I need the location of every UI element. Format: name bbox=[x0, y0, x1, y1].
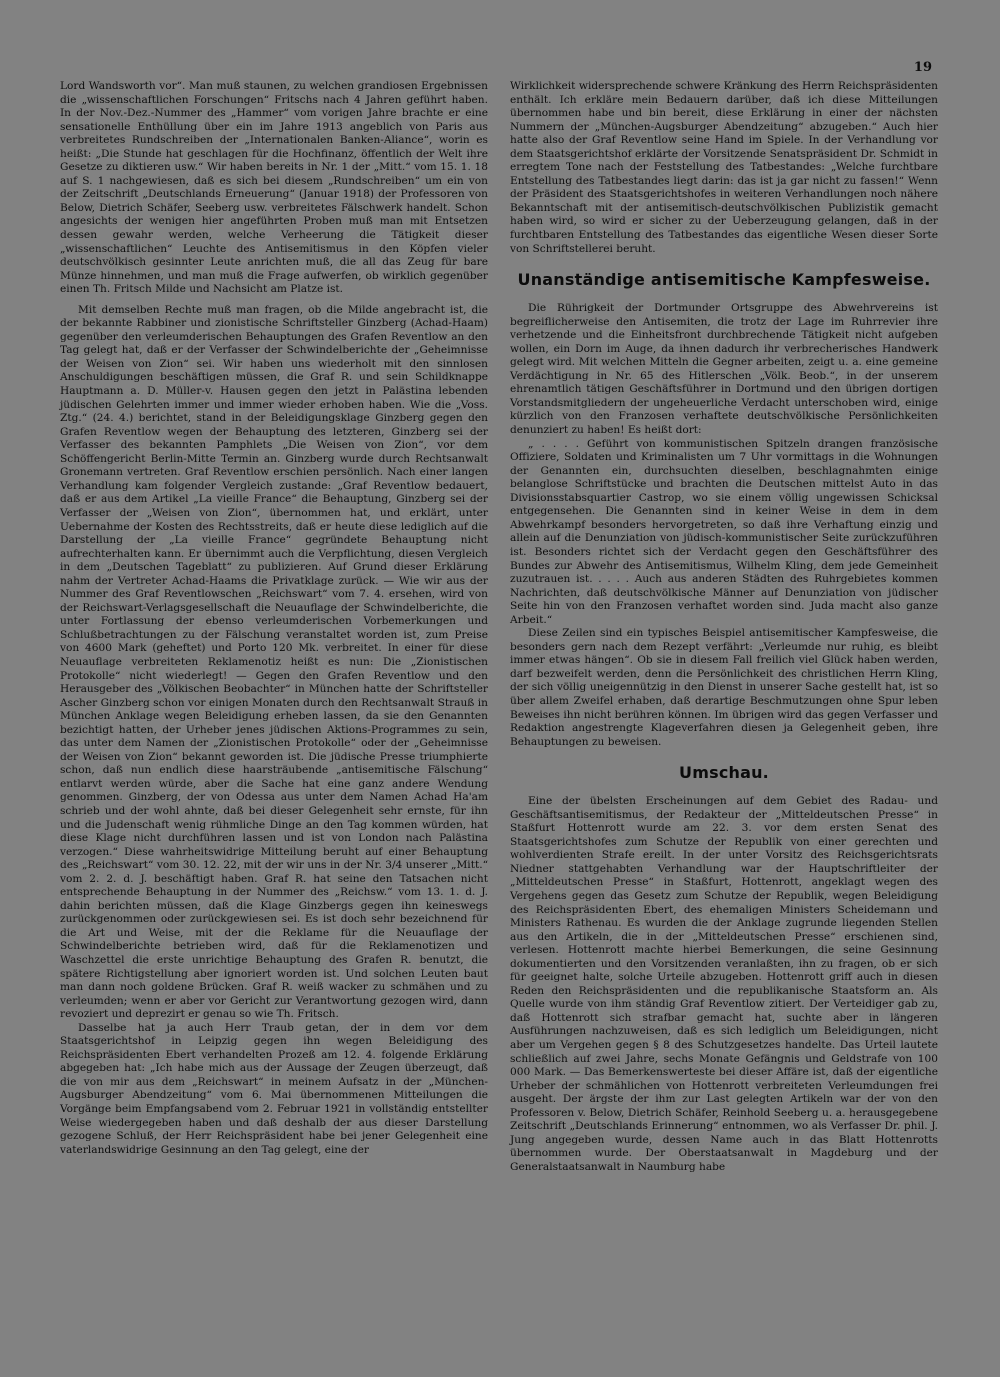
right-column bbox=[510, 80, 938, 1174]
left-column bbox=[60, 80, 488, 1157]
page-number: 19 bbox=[913, 60, 932, 75]
section-heading: Umschau. bbox=[679, 763, 769, 783]
article-paragraph: Dasselbe hat ja auch Herr Traub getan, der in dem vor dem Staatsgerichtshof in Leipzig gegen ihn wegen Beleidigung des Reichspräsidenten Ebert verhandelten Prozeß am 12. 4. folgende Erklärung abgegeben hat: „Ich habe mich aus der Aussage der Zeugen überzeugt, daß die von mir aus dem „Reichswart“ in meinem Aufsatz in der „München-Augsburger Abendzeitung“ vom 6. Mai übernommenen Mitteilungen die Vorgänge beim Empfangsabend vom 2. Februar 1921 in vollständig entstellter Weise wiedergegeben haben und daß deshalb der aus dieser Darstellung gezogene Schluß, der Herr Reichspräsident habe bei jener Gelegenheit eine vaterlandswidrige Gesinnung an den Tag gelegt, eine der bbox=[60, 1021, 488, 1156]
quoted-paragraph: „ . . . . Geführt von kommunistischen Spitzeln drangen französische Offiziere, Soldaten und Kriminalisten um 7 Uhr vormittags in die Wohnungen der Genannten ein, durchsuchten dieselben, beschlagnahmten einige belanglose Schriftstücke und brachten die Deutschen mittelst Auto in das Divisionsstabsquartier Castrop, wo sie einem völlig ungewissen Schicksal entgegensehen. Die Genannten sind in keiner Weise in dem in dem Abwehrkampf besonders hervorgetreten, so daß ihre Verhaftung einzig und allein auf die Denunziation von jüdisch-kommunistischer Seite zurückzuführen ist. Besonders richtet sich der Verdacht gegen den Geschäftsführer des Bundes zur Abwehr des Antisemitismus, Wilhelm Kling, dem jede Gemeinheit zuzutrauen ist. . . . . Auch aus anderen Städten des Ruhrgebietes kommen Nachrichten, daß deutschvölkische Männer auf Denunziation von jüdischer Seite hin von den Franzosen verhaftet worden sind. Juda macht also ganze Arbeit.“ bbox=[510, 437, 938, 626]
article-paragraph: Die Rührigkeit der Dortmunder Ortsgruppe des Abwehrvereins ist begreiflicherweise den Antisemiten, die trotz der Lage im Ruhrrevier ihre verhetzende und die Einheitsfront durchbrechende Tätigkeit nicht aufgeben wollen, ein Dorn im Auge, da ihnen dadurch ihr verbrecherisches Handwerk gelegt wird. Mit welchen Mitteln die Gegner arbeiten, zeigt u. a. eine gemeine Verdächtigung in Nr. 65 des Hitlerschen „Völk. Beob.“, in der unserem ehrenamtlich tätigen Geschäftsführer in Dortmund und den übrigen dortigen Vorstandsmitgliedern der ungeheuerliche Verdacht unterschoben wird, einige kürzlich von den Franzosen verhaftete deutschvölkische Persönlichkeiten denunziert zu haben! Es heißt dort: bbox=[510, 302, 938, 437]
article-paragraph: Lord Wandsworth vor“. Man muß staunen, zu welchen grandiosen Ergebnissen die „wissenschaftlichen Forschungen“ Fritschs nach 4 Jahren geführt haben. In der Nov.-Dez.-Nummer des „Hammer“ vom vorigen Jahre brachte er eine sensationelle Enthüllung über ein im Jahre 1913 angeblich von Paris aus verbreitetes Rundschreiben der „Internationalen Banken-Aliance“, worin es heißt: „Die Stunde hat geschlagen für die Hochfinanz, öffentlich der Welt ihre Gesetze zu diktieren usw.“ Wir haben bereits in Nr. 1 der „Mitt.“ vom 15. 1. 18 auf S. 1 nachgewiesen, daß es sich bei diesem „Rundschreiben“ um ein von der Zeitschrift „Deutschlands Erneuerung“ (Januar 1918) der Professoren von Below, Dietrich Schäfer, Seeberg usw. verbreitetes Fälschwerk handelt. Schon angesichts der wenigen hier angeführten Proben muß man mit Entsetzen dessen gewahr werden, welche Verheerung die Tätigkeit dieser „wissenschaftlichen“ Leuchte des Antisemitismus in den Köpfen vieler deutschvölkisch gesinnter Leute anrichten muß, die all das Zeug für bare Münze hinnehmen, und man muß die Frage aufwerfen, ob wirklich gegenüber einen Th. Fritsch Milde und Nachsicht am Platze ist. bbox=[60, 80, 488, 296]
article-paragraph: Wirklichkeit widersprechende schwere Kränkung des Herrn Reichspräsidenten enthält. Ich erkläre mein Bedauern darüber, daß ich diese Mitteilungen übernommen habe und bin bereit, diese Erklärung in einer der nächsten Nummern der „München-Augsburger Abendzeitung“ abzugeben.“ Auch hier hatte also der Graf Reventlow seine Hand im Spiele. In der Verhandlung vor dem Staatsgerichtshof erklärte der Vorsitzende Senatspräsident Dr. Schmidt in erregtem Tone nach der Feststellung des Tatbestandes: „Welche furchtbare Entstellung des Tatbestandes liegt darin: das ist ja gar nicht zu fassen!“ Wenn der Präsident des Staatsgerichtshofes in weiteren Verhandlungen noch nähere Bekanntschaft mit der antisemitisch-deutschvölkischen Publizistik gemacht haben wird, so wird er sicher zu der Ueberzeugung gelangen, daß in der furchtbaren Entstellung des Tatbestandes das eigentliche Wesen dieser Sorte von Schriftstellerei beruht. bbox=[510, 80, 938, 255]
article-paragraph: Eine der übelsten Erscheinungen auf dem Gebiet des Radau- und Geschäftsantisemitismus, der Redakteur der „Mitteldeutschen Presse“ in Staßfurt Hottenrott wurde am 22. 3. vor dem ersten Senat des Staatsgerichtshofes zum Schutze der Republik von einer gerechten und wohlverdienten Strafe ereilt. In der unter Vorsitz des Reichsgerichtsrats Niedner stattgehabten Verhandlung war der Hauptschriftleiter der „Mitteldeutschen Presse“ in Staßfurt, Hottenrott, angeklagt wegen des Vergehens gegen das Gesetz zum Schutze der Republik, wegen Beleidigung des Reichspräsidenten Ebert, des ehemaligen Ministers Scheidemann und Ministers Rathenau. Es wurden die der Anklage zugrunde liegenden Stellen aus den Artikeln, die in der „Mitteldeutschen Presse“ erschienen sind, verlesen. Hottenrott machte hierbei Bemerkungen, die seine Gesinnung dokumentierten und den Vorsitzenden veranlaßten, ihn zu fragen, ob er sich für geeignet halte, solche Urteile abzugeben. Hottenrott griff auch in diesen Reden den Reichspräsidenten und die republikanische Staatsform an. Als Quelle wurde von ihm ständig Graf Reventlow zitiert. Der Verteidiger gab zu, daß Hottenrott sich strafbar gemacht hat, suchte aber in längeren Ausführungen nachzuweisen, daß es sich lediglich um Beleidigungen, nicht aber um Vergehen gegen § 8 des Schutzgesetzes handelte. Das Urteil lautete schließlich auf zwei Jahre, sechs Monate Gefängnis und Geldstrafe von 100 000 Mark. — Das Bemerkenswerteste bei dieser Affäre ist, daß der eigentliche Urheber der schmählichen von Hottenrott verbreiteten Verleumdungen frei ausgeht. Der ärgste der ihm zur Last gelegten Artikeln war der von den Professoren v. Below, Dietrich Schäfer, Reinhold Seeberg u. a. herausgegebene Zeitschrift „Deutschlands Erinnerung“ entnommen, wo als Verfasser Dr. phil. J. Jung angegeben wurde, dessen Name auch in das Blatt Hottenrotts übernommen wurde. Der Oberstaatsanwalt in Magdeburg und der Generalstaatsanwalt in Naumburg habe bbox=[510, 795, 938, 1173]
section-heading: Unanständige antisemitische Kampfesweise. bbox=[517, 270, 931, 290]
article-paragraph: Mit demselben Rechte muß man fragen, ob die Milde angebracht ist, die der bekannte Rabbiner und zionistische Schriftsteller Ginzberg (Achad-Haam) gegenüber den verleumderischen Behauptungen des Grafen Reventlow an den Tag gelegt hat, daß er der Verfasser der Schwindelberichte der „Geheimnisse der Weisen von Zion“ sei. Wir haben uns wiederholt mit den sinnlosen Anschuldigungen beschäftigen müssen, die Graf R. und sein Schildknappe Hauptmann a. D. Müller-v. Hausen gegen den jetzt in Palästina lebenden jüdischen Gelehrten immer und immer wieder erhoben haben. Wie die „Voss. Ztg.“ (24. 4.) berichtet, stand in der Beleidigungsklage Ginzberg gegen den Grafen Reventlow wegen der Behauptung des letzteren, Ginzberg sei der Verfasser des bekannten Pamphlets „Die Weisen von Zion“, vor dem Schöffengericht Berlin-Mitte Termin an. Ginzberg wurde durch Rechtsanwalt Gronemann vertreten. Graf Reventlow erschien persönlich. Nach einer langen Verhandlung kam folgender Vergleich zustande: „Graf Reventlow bedauert, daß er aus dem Artikel „La vieille France“ die Behauptung, Ginzberg sei der Verfasser der „Weisen von Zion“, übernommen hat, und erklärt, unter Uebernahme der Kosten des Rechtsstreits, daß er heute diese lediglich auf die Darstellung der „La vieille France“ gegründete Behauptung nicht aufrechterhalten kann. Er übernimmt auch die Verpflichtung, diesen Vergleich in dem „Deutschen Tageblatt“ zu publizieren. Auf Grund dieser Erklärung nahm der Vertreter Achad-Haams die Privatklage zurück. — Wie wir aus der Nummer des Graf Reventlowschen „Reichswart“ vom 7. 4. ersehen, wird von der Reichswart-Verlagsgesellschaft die Neuauflage der Schwindelberichte, die unter Fortlassung der ebenso verleumderischen Vorbemerkungen und Schlußbetrachtungen zu der Fälschung veranstaltet worden ist, zum Preise von 4600 Mark (geheftet) und Porto 120 Mk. verbreitet. In einer für diese Neuauflage verbreiteten Reklamenotiz heißt es nun: Die „Zionistischen Protokolle“ nicht wiederlegt! — Gegen den Grafen Reventlow und den Herausgeber des „Völkischen Beobachter“ in München hatte der Schriftsteller Ascher Ginzberg schon vor einigen Monaten durch den Rechtsanwalt Strauß in München Anklage wegen Beleidigung erheben lassen, da sie den Genannten bezichtigt hatten, der Urheber jenes jüdischen Aktions-Programmes zu sein, das unter dem Namen der „Zionistischen Protokolle“ oder der „Geheimnisse der Weisen von Zion“ bekannt geworden ist. Die jüdische Presse triumphierte schon, daß nun endlich diese haarsträubende „antisemitische Fälschung“ entlarvt werden würde, aber die Sache hat eine ganz andere Wendung genommen. Ginzberg, der von Odessa aus unter dem Namen Achad Ha'am schrieb und der wohl ahnte, daß bei dieser Gelegenheit sehr ernste, für ihn und die Judenschaft wenig rühmliche Dinge an den Tag kommen würden, hat diese Klage nicht durchführen lassen und ist von London nach Palästina verzogen.“ Diese wahrheitswidrige Mitteilung beruht auf einer Behauptung des „Reichswart“ vom 30. 12. 22, mit der wir uns in der Nr. 3/4 unserer „Mitt.“ vom 2. 2. d. J. beschäftigt haben. Graf R. hat seine den Tatsachen nicht entsprechende Behauptung in der Nummer des „Reichsw.“ vom 13. 1. d. J. dahin berichten müssen, daß die Klage Ginzbergs gegen ihn keineswegs zurückgenommen oder zurückgewiesen sei. Es ist doch sehr bezeichnend für die Art und Weise, mit der die Reklame für die Neuauflage der Schwindelberichte betrieben wird, daß für die Reklamenotizen und Waschzettel die erste unrichtige Behauptung des Grafen R. benutzt, die spätere Richtigstellung aber ignoriert worden ist. Und solchen Leuten baut man dann noch goldene Brücken. Graf R. weiß wacker zu schmähen und zu verleumden; wenn er aber vor Gericht zur Verantwortung gezogen wird, dann revoziert und deprezirt er genau so wie Th. Fritsch. bbox=[60, 303, 488, 1021]
article-paragraph: Diese Zeilen sind ein typisches Beispiel antisemitischer Kampfesweise, die besonders gern nach dem Rezept verfährt: „Verleumde nur ruhig, es bleibt immer etwas hängen“. Ob sie in diesem Fall freilich viel Glück haben werden, darf bezweifelt werden, denn die Persönlichkeit des christlichen Herrn Kling, der sich völlig uneigennützig in den Dienst in unserer Sache gestellt hat, ist so über allem Zweifel erhaben, daß derartige Beschmutzungen ohne Spur leben Beweises ihn nicht berühren können. Im übrigen wird das gegen Verfasser und Redaktion angestrengte Klageverfahren diesen ja Gelegenheit geben, ihre Behauptungen zu beweisen. bbox=[510, 627, 938, 748]
